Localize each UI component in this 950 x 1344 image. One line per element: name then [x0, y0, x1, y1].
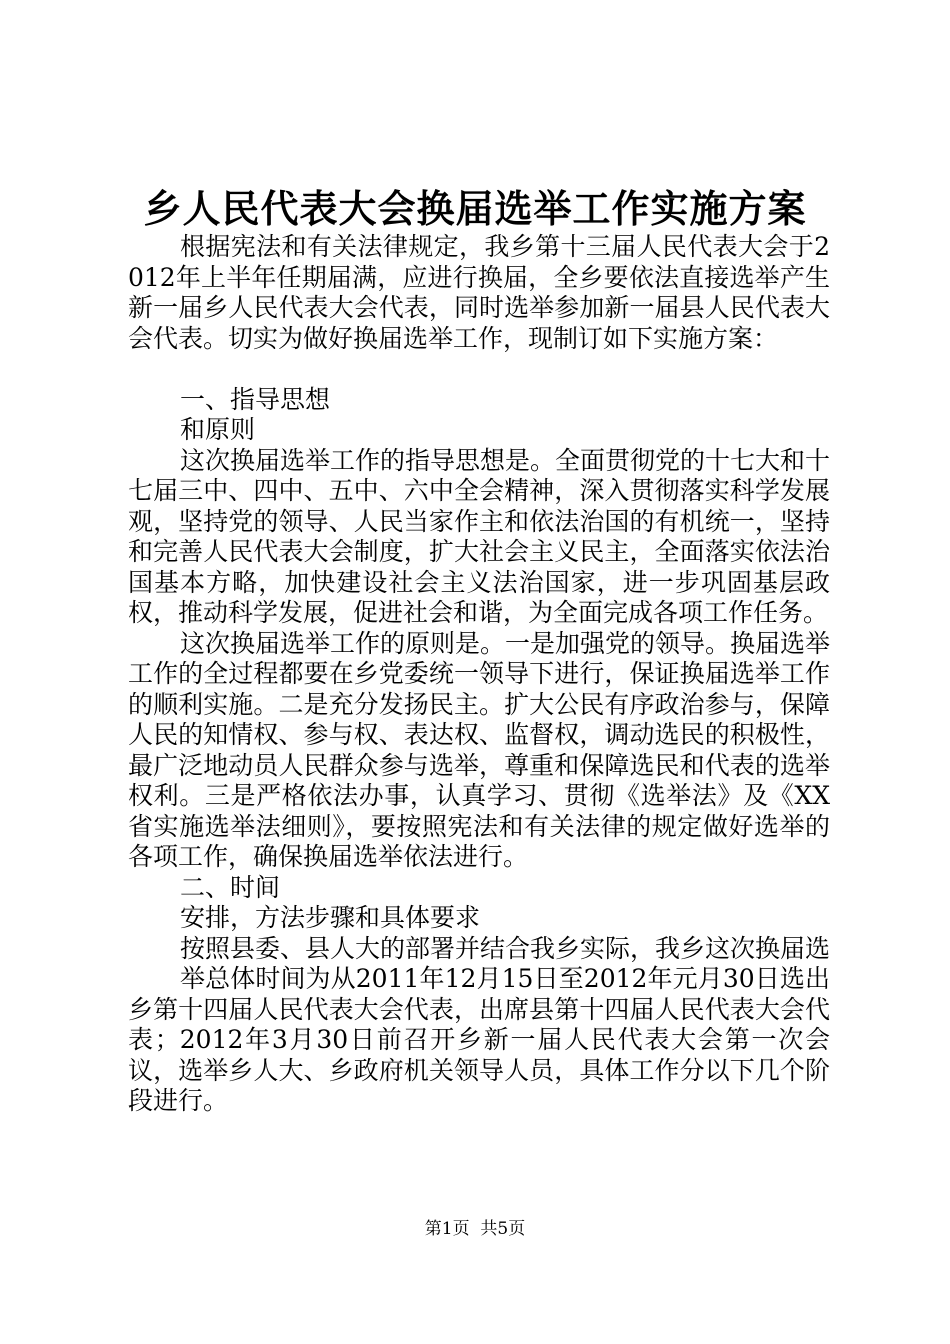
section1-heading: 一、指导思想	[180, 384, 331, 414]
section2-heading: 二、时间	[180, 872, 281, 902]
section1-paragraph-principles: 这次换届选举工作的原则是。一是加强党的领导。换届选举工作的全过程都要在乡党委统一领导下进行，保证换届选举工作的顺利实施。二是充分发扬民主。扩大公民有序政治参与，保障人民的知情权、参与权、表达权、监督权，调动选民的积极性，最广泛地动员人民群众参与选举，尊重和保障选民和代表的选举权利。三是严格依法办事，认真学习、贯彻《选举法》及《XX省实施选举法细则》，要按照宪法和有关法律的规定做好选举的各项工作，确保换届选举依法进行。	[128, 628, 831, 871]
intro-paragraph: 根据宪法和有关法律规定，我乡第十三届人民代表大会于2012年上半年任期届满，应进行换届，全乡要依法直接选举产生新一届乡人民代表大会代表，同时选举参加新一届县人民代表大会代表。切实为做好换届选举工作，现制订如下实施方案：	[128, 232, 830, 353]
document-title: 乡人民代表大会换届选举工作实施方案	[143, 186, 807, 231]
section2-heading-continued: 安排，方法步骤和具体要求	[180, 903, 481, 932]
page-number: 第1页	[424, 1219, 470, 1239]
paragraph-gap	[128, 354, 830, 385]
section1-heading-continued: 和原则	[180, 415, 256, 444]
section2-paragraph-schedule: 举总体时间为从2011年12月15日至2012年元月30日选出乡第十四届人民代表大会代表，出席县第十四届人民代表大会代表；2012年3月30日前召开乡新一届人民代表大会第一次会议，选举乡人大、乡政府机关领导人员，具体工作分以下几个阶段进行。	[128, 964, 830, 1115]
page-total: 共5页	[480, 1219, 526, 1239]
section2-paragraph-intro: 按照县委、县人大的部署并结合我乡实际，我乡这次换届选	[180, 933, 831, 963]
document-body	[128, 232, 830, 1117]
page-footer	[0, 1218, 950, 1240]
section1-paragraph-guiding-ideology: 这次换届选举工作的指导思想是。全面贯彻党的十七大和十七届三中、四中、五中、六中全会精神，深入贯彻落实科学发展观，坚持党的领导、人民当家作主和依法治国的有机统一，坚持和完善人民代表大会制度，扩大社会主义民主，全面落实依法治国基本方略，加快建设社会主义法治国家，进一步巩固基层政权，推动科学发展，促进社会和谐，为全面完成各项工作任务。	[128, 445, 831, 627]
